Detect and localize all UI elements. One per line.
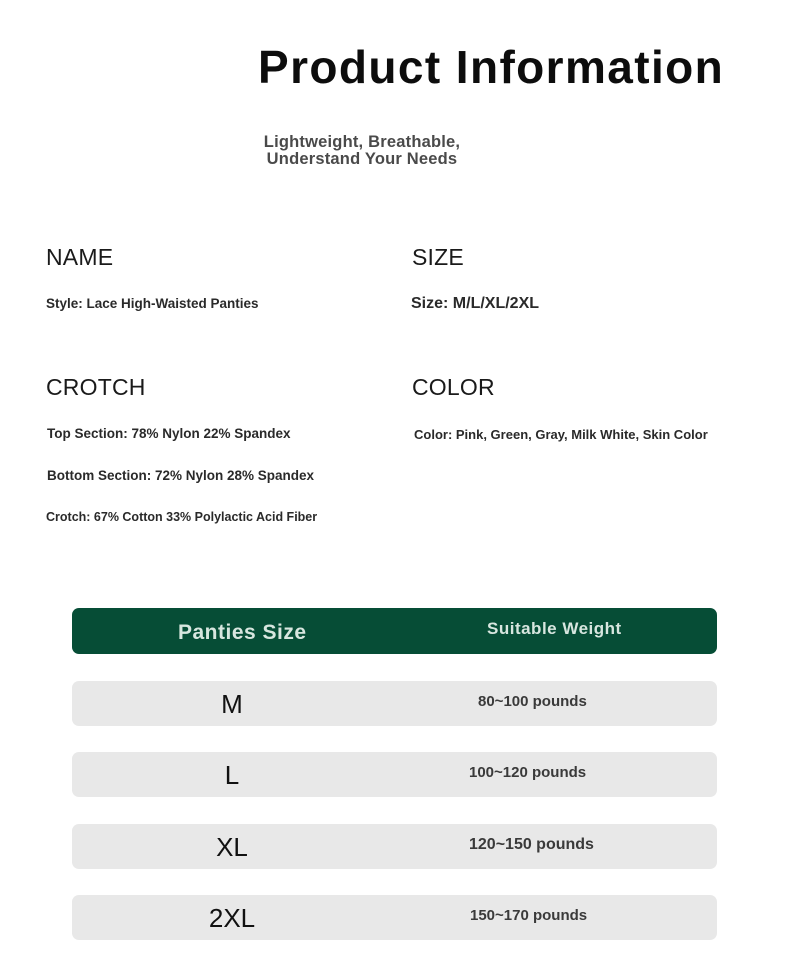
size-cell: L <box>224 760 240 790</box>
color-value: Color: Pink, Green, Gray, Milk White, Skin Color <box>414 427 708 442</box>
color-heading: COLOR <box>412 374 495 400</box>
size-heading: SIZE <box>412 244 464 270</box>
table-row <box>72 752 717 797</box>
weight-cell: 80~100 pounds <box>478 693 587 710</box>
size-table-header <box>72 608 717 654</box>
crotch-material: Crotch: 67% Cotton 33% Polylactic Acid Fiber <box>46 510 318 524</box>
bottom-section-material: Bottom Section: 72% Nylon 28% Spandex <box>47 468 315 483</box>
weight-cell: 100~120 pounds <box>469 764 587 781</box>
size-cell: XL <box>216 832 248 862</box>
style-value: Style: Lace High-Waisted Panties <box>46 296 259 311</box>
page-subtitle <box>236 134 488 168</box>
table-row <box>72 895 717 940</box>
table-row <box>72 681 717 726</box>
weight-cell: 150~170 pounds <box>470 907 588 924</box>
column-header-weight: Suitable Weight <box>487 619 622 638</box>
page-title: Product Information <box>258 41 725 93</box>
name-heading: NAME <box>46 244 114 270</box>
size-cell: 2XL <box>208 903 256 933</box>
size-value: Size: M/L/XL/2XL <box>411 295 540 312</box>
top-section-material: Top Section: 78% Nylon 22% Spandex <box>47 426 291 441</box>
weight-cell: 120~150 pounds <box>469 836 594 853</box>
table-row <box>72 824 717 869</box>
crotch-heading: CROTCH <box>46 374 146 400</box>
subtitle-line: Lightweight, Breathable, <box>263 133 461 151</box>
column-header-size: Panties Size <box>178 621 307 644</box>
size-cell: M <box>221 689 243 719</box>
subtitle-line: Understand Your Needs <box>266 150 458 168</box>
